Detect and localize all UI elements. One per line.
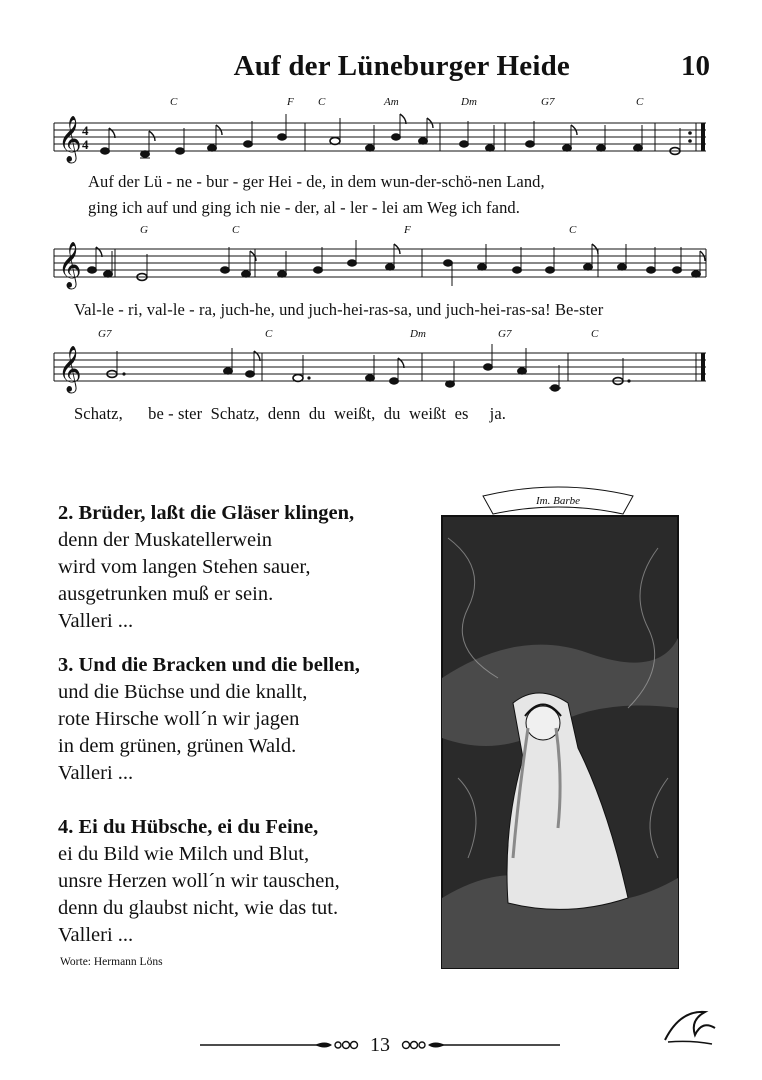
music-staff-2 bbox=[50, 234, 710, 296]
verse-2 bbox=[58, 500, 428, 635]
svg-text:4: 4 bbox=[82, 137, 89, 152]
svg-text:4: 4 bbox=[82, 123, 89, 138]
music-staff-1 bbox=[50, 108, 710, 170]
chord: F bbox=[404, 224, 411, 236]
verse-line: unsre Herzen woll´n wir tauschen, bbox=[58, 870, 340, 892]
chord: F bbox=[287, 96, 294, 108]
song-number: 10 bbox=[681, 50, 710, 82]
chord: Dm bbox=[410, 328, 426, 340]
verse-line: und die Büchse und die knallt, bbox=[58, 681, 308, 703]
chord: C bbox=[591, 328, 599, 340]
lyric-line: Val-le - ri, val-le - ra, juch-he, und juch-hei-ras-sa, und juch-hei-ras-sa! Be-ster bbox=[74, 300, 604, 319]
verse-heading: 4. Ei du Hübsche, ei du Feine, bbox=[58, 816, 319, 838]
verse-heading: 2. Brüder, laßt die Gläser klingen, bbox=[58, 502, 355, 524]
lyric-line: Schatz, be - ster Schatz, denn du weißt, du weißt es ja. bbox=[74, 404, 506, 423]
verse-line: Valleri ... bbox=[58, 762, 134, 784]
chord: C bbox=[569, 224, 577, 236]
verse-line: in dem grünen, grünen Wald. bbox=[58, 735, 297, 757]
illustration-banner-text: Im. Barbe bbox=[536, 495, 580, 507]
corner-flourish-icon bbox=[660, 1000, 720, 1050]
chord: C bbox=[636, 96, 644, 108]
verse-line: Valleri ... bbox=[58, 610, 134, 632]
lyric-line: Auf der Lü - ne - bur - ger Hei - de, in dem wun-der-schö-nen Land, bbox=[88, 172, 545, 191]
chord: G bbox=[140, 224, 148, 236]
chord: C bbox=[170, 96, 178, 108]
song-title: Auf der Lüneburger Heide bbox=[233, 50, 570, 82]
chord: Dm bbox=[461, 96, 477, 108]
page-number: 13 bbox=[370, 1034, 390, 1056]
music-staff-3 bbox=[50, 338, 710, 400]
verse-heading: 3. Und die Bracken und die bellen, bbox=[58, 654, 360, 676]
lyric-line: ging ich auf und ging ich nie - der, al - ler - lei am Weg ich fand. bbox=[88, 198, 520, 217]
chord: G7 bbox=[98, 328, 112, 340]
verse-line: rote Hirsche woll´n wir jagen bbox=[58, 708, 300, 730]
verse-3 bbox=[58, 652, 428, 787]
svg-text:𝄞: 𝄞 bbox=[58, 346, 82, 392]
chord: Am bbox=[384, 96, 399, 108]
verse-line: Valleri ... bbox=[58, 924, 134, 946]
svg-text:𝄞: 𝄞 bbox=[58, 242, 82, 288]
chord: G7 bbox=[498, 328, 512, 340]
verse-line: denn der Muskatellerwein bbox=[58, 529, 273, 551]
verse-line: ausgetrunken muß er sein. bbox=[58, 583, 274, 605]
chord: C bbox=[318, 96, 326, 108]
verse-line: ei du Bild wie Milch und Blut, bbox=[58, 843, 310, 865]
verse-line: denn du glaubst nicht, wie das tut. bbox=[58, 897, 339, 919]
chord: C bbox=[232, 224, 240, 236]
verse-line: wird vom langen Stehen sauer, bbox=[58, 556, 311, 578]
svg-text:𝄞: 𝄞 bbox=[58, 116, 82, 162]
chord: C bbox=[265, 328, 273, 340]
lyrics-credit: Worte: Hermann Löns bbox=[60, 956, 163, 968]
verse-4 bbox=[58, 814, 428, 949]
chord: G7 bbox=[541, 96, 555, 108]
woodcut-illustration bbox=[428, 478, 690, 978]
